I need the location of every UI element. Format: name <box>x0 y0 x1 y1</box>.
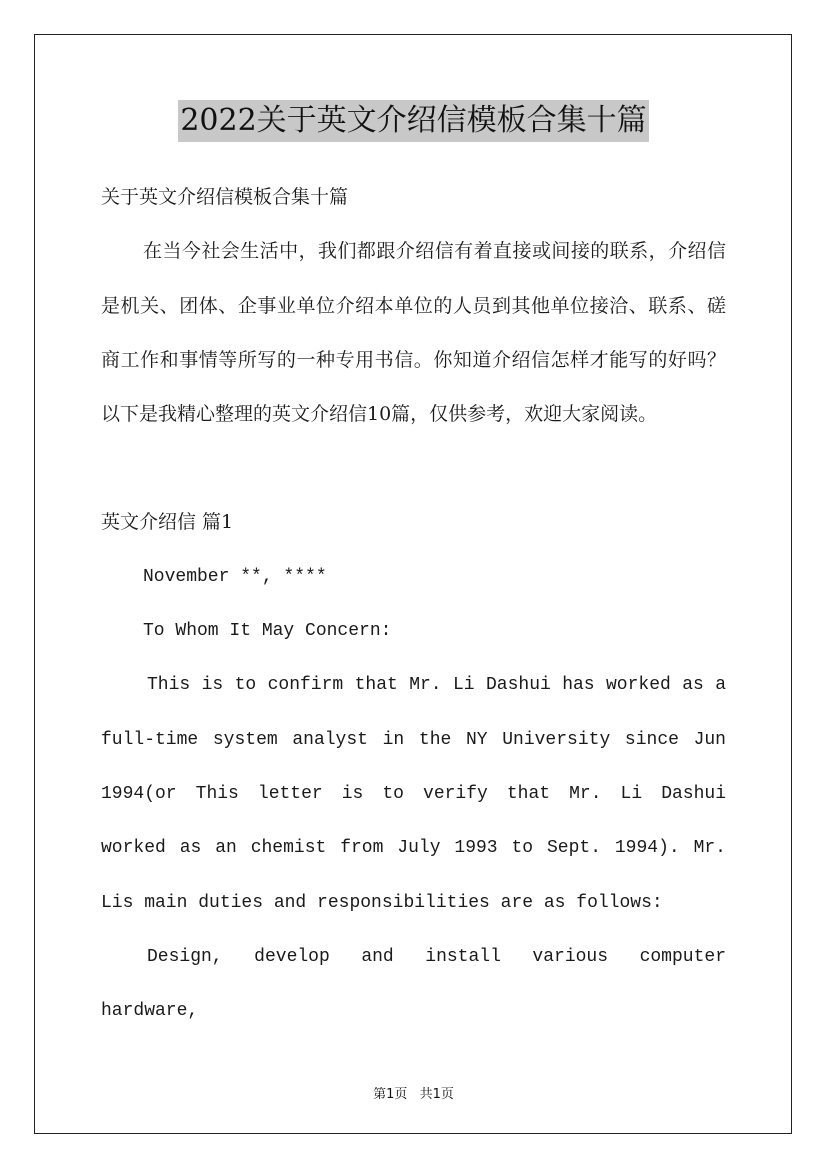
letter-date: November **, **** <box>143 566 327 587</box>
letter-body-paragraph: This is to confirm that Mr. Li Dashui has worked as a full-time system analyst in the NY University since Jun 1994(or This letter is to verify that Mr. Li Dashui worked as an chemist from July 1993 to Sept. 1994). Mr. Lis main duties and responsibilities are as follows: <box>101 675 726 913</box>
letter-next-line: Design, develop and install various computer hardware, <box>101 946 726 1022</box>
title-container <box>0 100 827 142</box>
page-footer <box>0 1083 827 1102</box>
page-total: 共1页 <box>419 1087 454 1102</box>
document-title: 2022关于英文介绍信模板合集十篇 <box>178 100 648 142</box>
blank-line <box>101 441 726 495</box>
document-body <box>101 170 726 1038</box>
section-heading: 英文介绍信 篇1 <box>101 511 234 534</box>
intro-paragraph: 在当今社会生活中，我们都跟介绍信有着直接或间接的联系，介绍信是机关、团体、企事业单位介绍本单位的人员到其他单位接洽、联系、磋商工作和事情等所写的一种专用书信。你知道介绍信怎样才能写的好吗？以下是我精心整理的英文介绍信10篇，仅供参考，欢迎大家阅读。 <box>101 240 726 426</box>
document-subtitle: 关于英文介绍信模板合集十篇 <box>101 186 349 208</box>
page-number: 第1页 <box>373 1087 408 1102</box>
letter-salutation: To Whom It May Concern: <box>143 621 392 642</box>
